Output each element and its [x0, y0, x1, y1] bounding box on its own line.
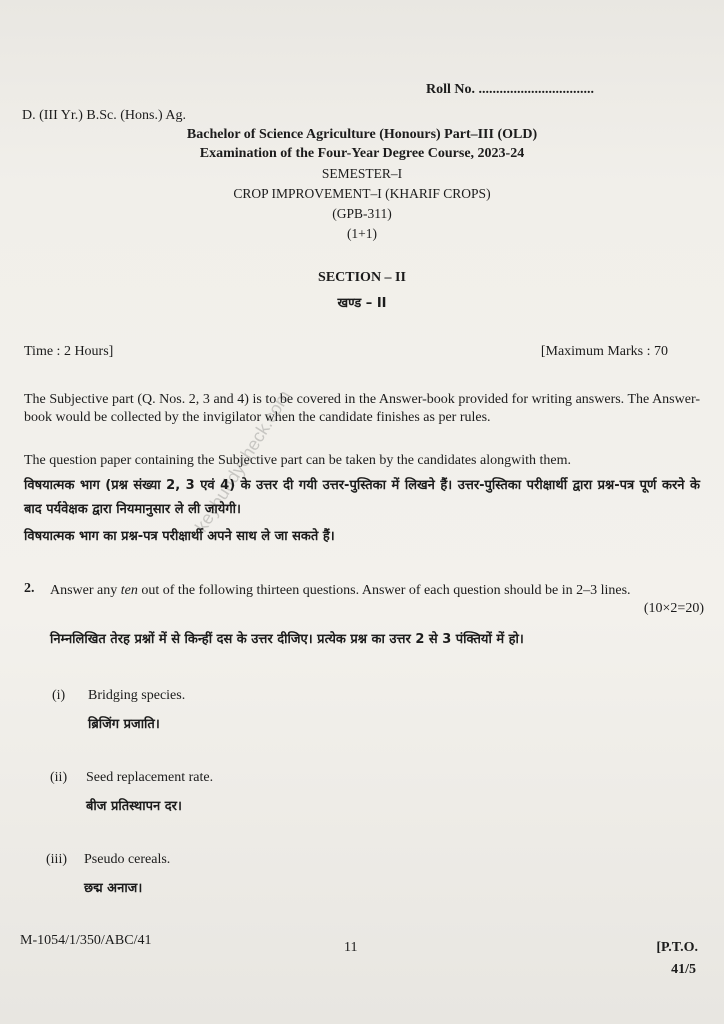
question-text-start: Answer any — [50, 583, 121, 598]
subquestion-text: Bridging species. — [88, 688, 186, 703]
question-text-hindi: निम्नलिखित तेरह प्रश्नों में से किन्हीं दस के उत्तर दीजिए। प्रत्येक प्रश्न का उत्तर 2 से 3 पंक्तियों में हो। — [50, 632, 524, 647]
exam-time: Time : 2 Hours] — [24, 344, 114, 359]
subquestion-number: (iii) — [46, 852, 67, 867]
instruction-english-1: The Subjective part (Q. Nos. 2, 3 and 4) is to be covered in the Answer-book provided for writing answers. The Answer-book would be collected by the invigilator when the candidate finishes as per rules. — [24, 392, 700, 425]
subquestion-text-hindi: बीज प्रतिस्थापन दर। — [86, 799, 182, 814]
course-code: D. (III Yr.) B.Sc. (Hons.) Ag. — [22, 108, 186, 123]
subquestion-text: Seed replacement rate. — [86, 770, 214, 785]
subquestion-number: (ii) — [50, 770, 68, 785]
paper-code: (GPB-311) — [332, 206, 392, 221]
subquestion-text-hindi: ब्रिजिंग प्रजाति। — [88, 717, 160, 732]
degree-title: Bachelor of Science Agriculture (Honours) Part–III (OLD) — [186, 127, 538, 142]
section-title-hindi: खण्ड – II — [337, 296, 387, 311]
question-text — [50, 581, 670, 601]
semester: SEMESTER–I — [321, 166, 403, 181]
credits: (1+1) — [346, 226, 378, 241]
exam-title: Examination of the Four-Year Degree Course, 2023-24 — [199, 146, 525, 161]
maximum-marks: [Maximum Marks : 70 — [540, 344, 668, 359]
roll-number-field: Roll No. ................................. — [426, 82, 594, 97]
subquestion-text-hindi: छद्म अनाज। — [84, 881, 143, 896]
page-number: 11 — [344, 940, 358, 955]
question-marks: (10×2=20) — [643, 601, 704, 616]
instruction-english-2: The question paper containing the Subjective part can be taken by the candidates alongwith them. — [24, 453, 571, 468]
instruction-hindi-1: विषयात्मक भाग (प्रश्न संख्या 2, 3 एवं 4) के उत्तर दी गयी उत्तर-पुस्तिका में लिखने हैं। उत्तर-पुस्तिका परीक्षार्थी द्वारा प्रश्न-पत्र पूर्ण करने के बाद पर्यवेक्षक द्वारा नियमानुसार ले ली जायेगी। — [24, 478, 700, 517]
subquestion-text: Pseudo cereals. — [84, 852, 171, 867]
instruction-hindi-2: विषयात्मक भाग का प्रश्न-पत्र परीक्षार्थी अपने साथ ले जा सकते हैं। — [24, 529, 335, 544]
paper-reference-code: M-1054/1/350/ABC/41 — [20, 933, 152, 948]
question-number: 2. — [24, 581, 35, 596]
subject-title: CROP IMPROVEMENT–I (KHARIF CROPS) — [233, 186, 491, 201]
question-text-end: out of the following thirteen questions. Answer of each question should be in 2–3 lines. — [137, 583, 631, 598]
subquestion-number: (i) — [52, 688, 66, 703]
watermark: keybuddycheck.com — [191, 386, 295, 536]
pto-label: [P.T.O. — [656, 940, 698, 955]
question-text-emphasis: ten — [120, 583, 138, 598]
sheet-number: 41/5 — [671, 962, 696, 977]
section-title: SECTION – II — [318, 270, 406, 285]
